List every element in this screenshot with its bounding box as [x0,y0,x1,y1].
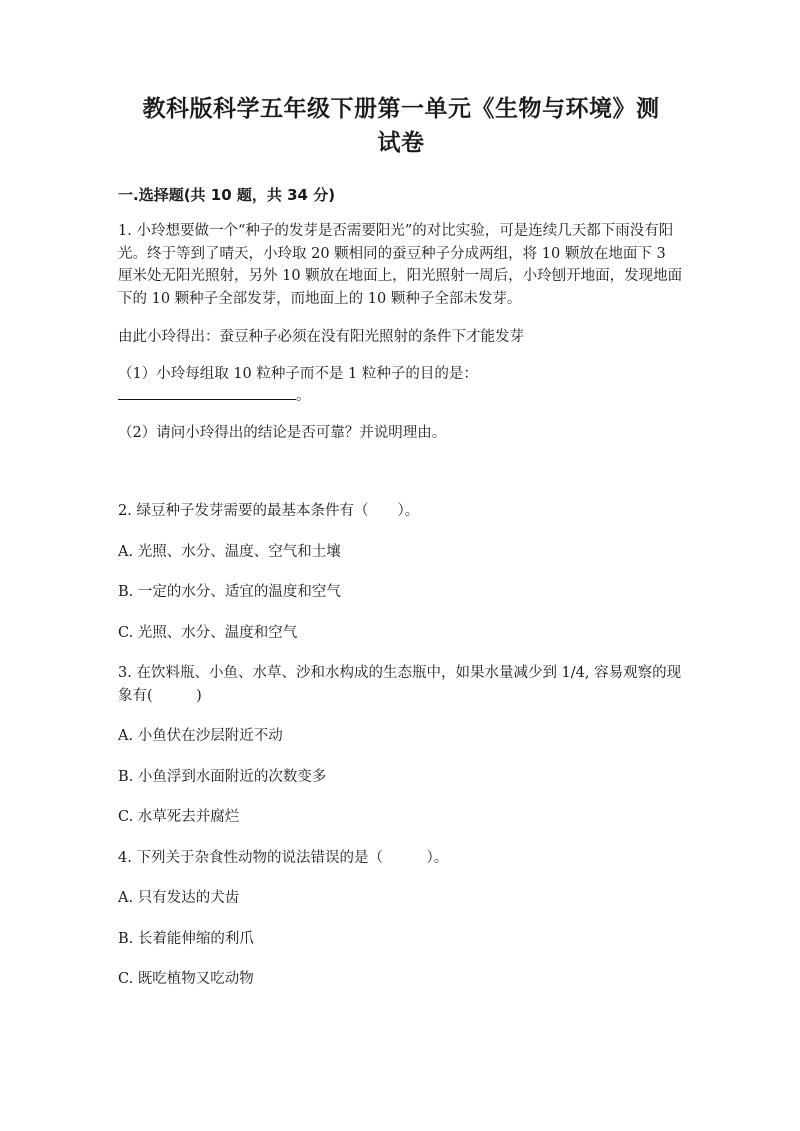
question-4-option-c[interactable]: C. 既吃植物又吃动物 [118,971,254,987]
exam-page [118,92,684,1009]
section-heading: 一.选择题(共 10 题，共 34 分) [118,186,336,204]
question-1-conclusion: 由此小玲得出：蚕豆种子必须在没有阳光照射的条件下才能发芽 [118,329,524,345]
question-2-option-a[interactable]: A. 光照、水分、温度、空气和土壤 [118,543,341,560]
exam-title [118,92,684,160]
question-4-stem: 4. 下列关于杂食性动物的说法错误的是（ ）。 [118,849,449,866]
answer-blank-row [118,385,684,408]
question-4-option-b[interactable]: B. 长着能伸缩的利爪 [118,930,254,947]
question-2 [118,500,684,644]
question-3-option-b[interactable]: B. 小鱼浮到水面附近的次数变多 [118,768,327,785]
exam-title-line1: 教科版科学五年级下册第一单元《生物与环境》测 [142,96,660,122]
question-4-option-a[interactable]: A. 只有发达的犬齿 [118,890,240,906]
answer-blank[interactable] [118,385,296,400]
question-2-option-b[interactable]: B. 一定的水分、适宜的温度和空气 [118,584,341,600]
question-3 [118,662,684,829]
answer-blank-end: 。 [296,388,311,404]
question-1-sub2: （2）请问小玲得出的结论是否可靠？并说明理由。 [118,424,447,441]
question-1-sub1: （1）小玲每组取 10 粒种子而不是 1 粒种子的目的是： [118,365,478,382]
question-1 [118,220,684,444]
question-3-stem: 3. 在饮料瓶、小鱼、水草、沙和水构成的生态瓶中，如果水量减少到 1/4, 容易观察的现象有( ) [118,665,682,704]
question-4 [118,847,684,991]
exam-title-line2: 试卷 [377,130,425,156]
question-1-stem: 1. 小玲想要做一个“种子的发芽是否需要阳光”的对比实验，可是连续几天都下雨没有阳光。终于等到了晴天，小玲取 20 颗相同的蚕豆种子分成两组，将 10 颗放在地面下 3 厘米处无阳光照射，另外 10 颗放在地面上，阳光照射一周后，小玲刨开地面，发现地面下的 10 颗种子全部发芽，而地面上的 10 颗种子全部未发芽。 [118,223,683,307]
question-2-stem: 2. 绿豆种子发芽需要的最基本条件有（ ）。 [118,503,420,519]
question-3-option-c[interactable]: C. 水草死去并腐烂 [118,809,240,825]
question-3-option-a[interactable]: A. 小鱼伏在沙层附近不动 [118,728,283,744]
question-2-option-c[interactable]: C. 光照、水分、温度和空气 [118,624,298,641]
